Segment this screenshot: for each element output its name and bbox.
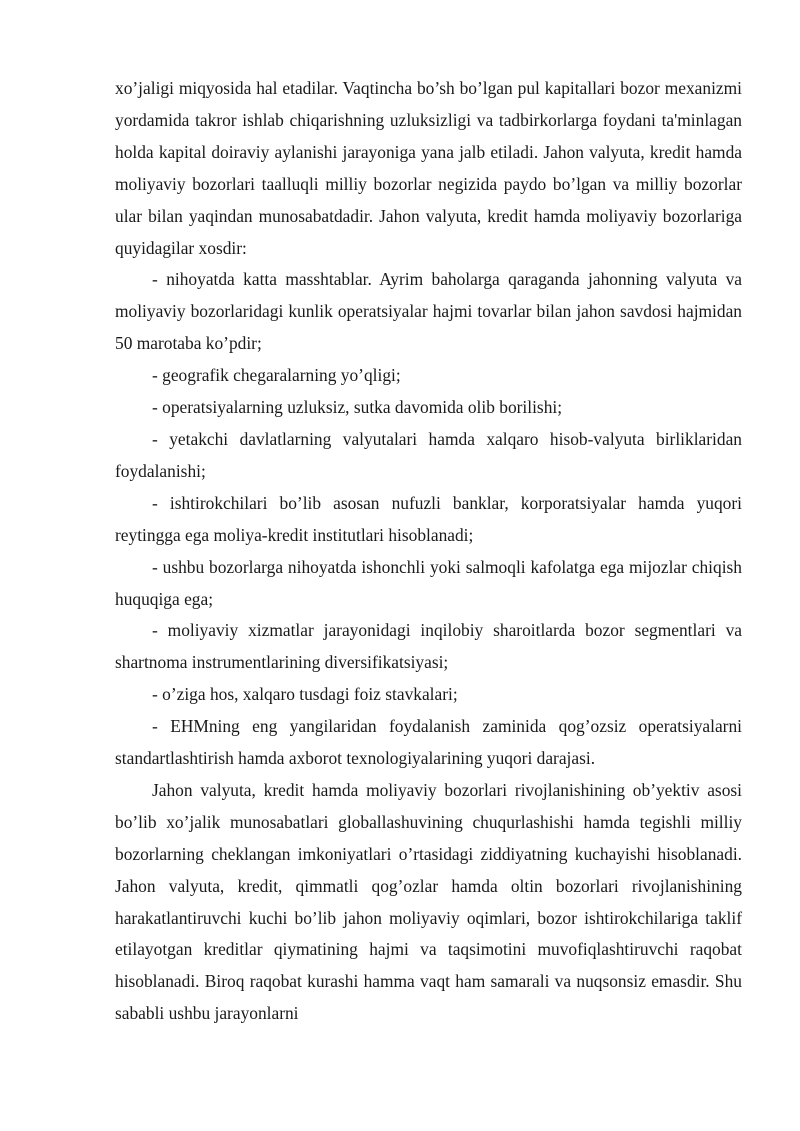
document-page: [115, 73, 742, 1030]
list-item-technology: - EHMning eng yangilaridan foydalanish zaminida qog’ozsiz operatsiyalarni standartlashtirish hamda axborot texnologiyalarining yuqori darajasi.: [115, 716, 742, 769]
list-item-continuity: - operatsiyalarning uzluksiz, sutka davomida olib borilishi;: [152, 397, 563, 418]
list-item-scale: - nihoyatda katta masshtablar. Ayrim baholarga qaraganda jahonning valyuta va moliyaviy bozorlaridagi kunlik operatsiyalar hajmi tovarlar bilan jahon savdosi hajmidan 50 marotaba ko’pdir;: [115, 269, 742, 354]
list-item-participants: - ishtirokchilari bo’lib asosan nufuzli banklar, korporatsiyalar hamda yuqori reytingga ega moliya-kredit institutlari hisoblanadi;: [115, 492, 742, 545]
list-item-interest-rates: - o’ziga hos, xalqaro tusdagi foiz stavkalari;: [152, 684, 458, 705]
list-item-diversification: - moliyaviy xizmatlar jarayonidagi inqilobiy sharoitlarda bozor segmentlari va shartnoma instrumentlarining diversifikatsiyasi;: [115, 620, 742, 673]
list-item-geography: - geografik chegaralarning yo’qligi;: [152, 365, 401, 386]
paragraph-intro: xo’jaligi miqyosida hal etadilar. Vaqtincha bo’sh bo’lgan pul kapitallari bozor mexanizmi yordamida takror ishlab chiqarishning uzluksizligi va tadbirkorlarga foydani ta'minlagan holda kapital doiraviy aylanishi jarayoniga yana jalb etiladi. Jahon valyuta, kredit hamda moliyaviy bozorlari taalluqli milliy bozorlar negizida paydo bo’lgan va milliy bozorlar ular bilan yaqindan munosabatdadir. Jahon valyuta, kredit hamda moliyaviy bozorlariga quyidagilar xosdir:: [115, 78, 742, 258]
paragraph-development: Jahon valyuta, kredit hamda moliyaviy bozorlari rivojlanishining ob’yektiv asosi bo’lib xo’jalik munosabatlari globallashuvining chuqurlashishi hamda tegishli milliy bozorlarning cheklangan imkoniyatlari o’rtasidagi ziddiyatning kuchayishi hisoblanadi. Jahon valyuta, kredit, qimmatli qog’ozlar hamda oltin bozorlari rivojlanishining harakatlantiruvchi kuchi bo’lib jahon moliyaviy oqimlari, bozor ishtirokchilariga taklif etilayotgan kreditlar qiymatining hajmi va taqsimotini muvofiqlashtiruvchi raqobat hisoblanadi. Biroq raqobat kurashi hamma vaqt ham samarali va nuqsonsiz emasdir. Shu sababli ushbu jarayonlarni: [115, 779, 742, 1024]
list-item-access: - ushbu bozorlarga nihoyatda ishonchli yoki salmoqli kafolatga ega mijozlar chiqish huquqiga ega;: [115, 556, 742, 609]
list-item-currencies: - yetakchi davlatlarning valyutalari hamda xalqaro hisob-valyuta birliklaridan foydalanishi;: [115, 428, 742, 481]
